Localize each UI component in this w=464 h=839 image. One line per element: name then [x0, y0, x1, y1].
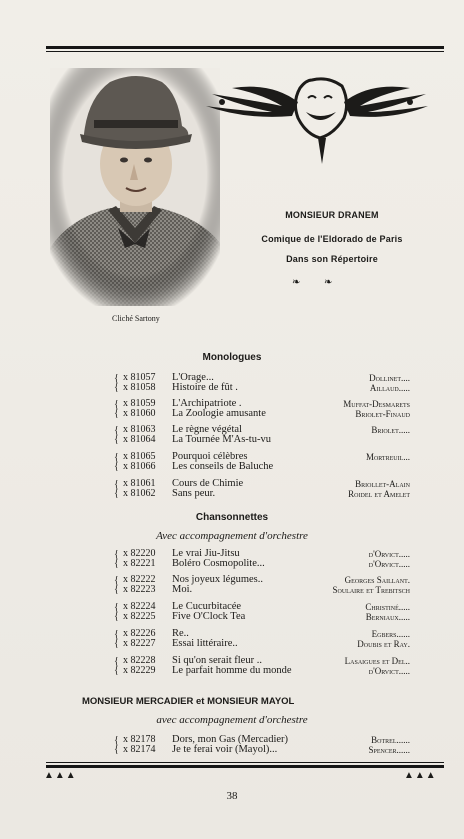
record-title: Essai littéraire..: [172, 638, 238, 649]
brace-icon: { {: [114, 629, 119, 649]
catalog-entry: [114, 735, 410, 755]
record-author: Berniaux.....: [365, 612, 410, 622]
record-number: x 81063: [123, 424, 156, 435]
record-number: x 82221: [123, 558, 156, 569]
record-number: x 82178: [123, 734, 156, 745]
record-title: Boléro Cosmopolite...: [172, 558, 265, 569]
record-title: Pourquoi célèbres: [172, 451, 248, 462]
record-author: Aillaud.....: [369, 383, 410, 393]
record-number: x 81058: [123, 382, 156, 393]
record-title: Cours de Chimie: [172, 478, 244, 489]
record-author: Mortreuil...: [365, 452, 410, 462]
record-number: x 82228: [123, 655, 156, 666]
record-title: Nos joyeux légumes..: [172, 574, 263, 585]
record-title: Je te ferai voir (Mayol)...: [172, 744, 278, 755]
record-number: x 81057: [123, 372, 156, 383]
record-author: Soulaire et Trebitsch: [332, 585, 410, 595]
brace-icon: { {: [114, 735, 119, 755]
brace-icon: { {: [114, 452, 119, 472]
catalog-entry: [114, 656, 410, 676]
catalog-entry: [114, 602, 410, 622]
brace-icon: { {: [114, 549, 119, 569]
record-number: x 81059: [123, 398, 156, 409]
brace-icon: { {: [114, 479, 119, 499]
record-title: Le Cucurbitacée: [172, 601, 242, 612]
portrait-photo: [50, 68, 220, 306]
record-author: Egbers......: [371, 629, 410, 639]
brace-icon: { {: [114, 602, 119, 622]
record-title: Dors, mon Gas (Mercadier): [172, 734, 289, 745]
brace-icon: { {: [114, 575, 119, 595]
record-number: x 82222: [123, 574, 156, 585]
artist-name: MONSIEUR DRANEM: [285, 210, 379, 220]
photo-caption: Cliché Sartony: [112, 314, 160, 323]
repertoire-label: Dans son Répertoire: [286, 254, 378, 264]
record-number: x 81065: [123, 451, 156, 462]
record-number: x 82220: [123, 548, 156, 559]
record-title: Le parfait homme du monde: [172, 665, 292, 676]
record-author: Briolet-Finaud: [355, 409, 410, 419]
record-title: La Tournée M'As-tu-vu: [172, 434, 271, 445]
record-number: x 82174: [123, 744, 156, 755]
record-author: d'Orvict.....: [368, 559, 410, 569]
record-author: Roidel et Amelet: [348, 489, 410, 499]
brace-icon: { {: [114, 425, 119, 445]
record-number: x 82224: [123, 601, 156, 612]
record-author: Georges Saillant.: [344, 575, 410, 585]
page-number: 38: [226, 790, 238, 802]
record-number: x 81060: [123, 408, 156, 419]
artist-subtitle: Comique de l'Eldorado de Paris: [261, 234, 403, 244]
catalog-entry: [114, 452, 410, 472]
record-author: Christiné.....: [365, 602, 410, 612]
record-title: Le règne végétal: [172, 424, 242, 435]
record-author: Botrel......: [371, 735, 410, 745]
triangle-ornament-left: ▲▲▲: [44, 770, 77, 781]
top-rule-thin: [46, 51, 444, 52]
record-title: Re..: [172, 628, 189, 639]
bottom-rule-thin: [46, 762, 444, 763]
comedy-mask-ornament: [202, 72, 430, 172]
brace-icon: { {: [114, 373, 119, 393]
bottom-rule: [46, 765, 444, 768]
record-number: x 82226: [123, 628, 156, 639]
section-heading-monologues: Monologues: [202, 352, 262, 363]
catalog-entry: [114, 479, 410, 499]
duo-heading: MONSIEUR MERCADIER et MONSIEUR MAYOL: [82, 696, 295, 707]
top-rule: [46, 46, 444, 49]
record-title: L'Archipatriote .: [172, 398, 242, 409]
record-title: Moi.: [172, 584, 193, 595]
record-author: Doubis et Ray.: [357, 639, 410, 649]
record-title: Si qu'on serait fleur ..: [172, 655, 262, 666]
small-ornament-right: ❧: [324, 277, 333, 288]
record-author: Briollet-Alain: [355, 479, 410, 489]
record-title: Five O'Clock Tea: [172, 611, 246, 622]
record-author: Dollinet....: [369, 373, 410, 383]
record-title: Histoire de fût .: [172, 382, 238, 393]
record-number: x 81062: [123, 488, 156, 499]
record-number: x 82227: [123, 638, 156, 649]
catalog-entry: [114, 629, 410, 649]
record-title: L'Orage...: [172, 372, 214, 383]
section-heading-chansonnettes: Chansonnettes: [195, 512, 269, 523]
record-number: x 82225: [123, 611, 156, 622]
record-author: Briolet.....: [371, 425, 410, 435]
record-number: x 82229: [123, 665, 156, 676]
record-title: Le vrai Jiu-Jitsu: [172, 548, 240, 559]
record-author: Muffat-Desmarets: [343, 399, 410, 409]
section-subheading-orchestra: Avec accompagnement d'orchestre: [156, 530, 308, 542]
record-author: Spencer......: [368, 745, 410, 755]
catalog-entry: [114, 399, 410, 419]
record-title: Les conseils de Baluche: [172, 461, 274, 472]
catalog-entry: [114, 425, 410, 445]
catalog-entry: [114, 549, 410, 569]
triangle-ornament-right: ▲▲▲: [404, 770, 437, 781]
record-author: d'Orvict.....: [368, 666, 410, 676]
record-number: x 82223: [123, 584, 156, 595]
record-number: x 81061: [123, 478, 156, 489]
brace-icon: { {: [114, 656, 119, 676]
record-author: Lasaigues et Del..: [344, 656, 410, 666]
record-title: La Zoologie amusante: [172, 408, 266, 419]
record-author: d'Orvict.....: [368, 549, 410, 559]
small-ornament-left: ❧: [292, 277, 301, 288]
catalog-entry: [114, 373, 410, 393]
duo-subheading: avec accompagnement d'orchestre: [156, 714, 308, 726]
record-number: x 81066: [123, 461, 156, 472]
catalog-entry: [114, 575, 410, 595]
record-number: x 81064: [123, 434, 156, 445]
record-title: Sans peur.: [172, 488, 216, 499]
brace-icon: { {: [114, 399, 119, 419]
